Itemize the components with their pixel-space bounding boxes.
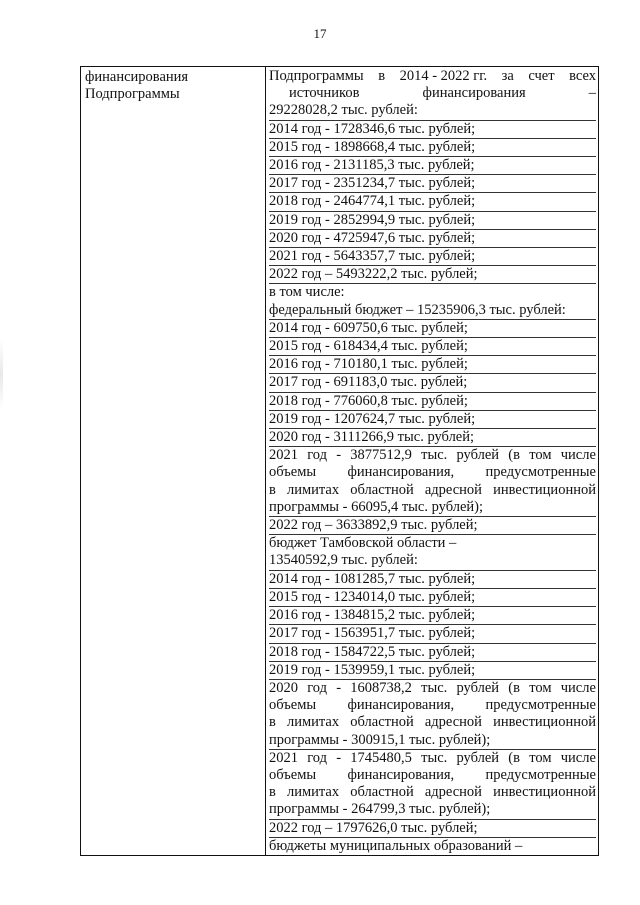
intro-line-2: источников финансирования – [289,85,596,102]
regional-year-line: 2019 год - 1539959,1 тыс. рублей; [269,661,596,679]
page-number: 17 [313,26,327,41]
federal-year-line: 2015 год - 618434,4 тыс. рублей; [269,337,596,355]
regional-2021-line-4: программы - 264799,3 тыс. рублей); [269,801,491,818]
federal-year-line: 2019 год - 1207624,7 тыс. рублей; [269,410,596,428]
total-year-line: 2017 год - 2351234,7 тыс. рублей; [269,174,596,192]
total-year-line: 2015 год - 1898668,4 тыс. рублей; [269,138,596,156]
regional-2020-line-1: 2020 год - 1608738,2 тыс. рублей (в том числе [269,679,596,696]
regional-2022-line: 2022 год – 1797626,0 тыс. рублей; [269,819,596,837]
regional-2021-line-2: объемы финансирования, предусмотренные [269,766,596,783]
federal-2021-line-3: в лимитах областной адресной инвестиционной [269,481,596,498]
federal-2021-line-2: объемы финансирования, предусмотренные [269,464,596,481]
total-year-line: 2018 год - 2464774,1 тыс. рублей; [269,192,596,210]
federal-year-line: 2016 год - 710180,1 тыс. рублей; [269,355,596,373]
regional-budget-total: 13540592,9 тыс. рублей: [269,552,418,569]
total-year-line: 2016 год - 2131185,3 тыс. рублей; [269,156,596,174]
federal-2021-line-1: 2021 год - 3877512,9 тыс. рублей (в том числе [269,447,596,464]
total-year-line: 2022 год – 5493222,2 тыс. рублей; [269,265,596,283]
federal-year-line: 2014 год - 609750,6 тыс. рублей; [269,319,596,337]
municipal-budget-title: бюджеты муниципальных образований – [269,837,596,855]
left-label-line-1: финансирования [85,69,189,85]
total-year-line: 2019 год - 2852994,9 тыс. рублей; [269,211,596,229]
regional-budget-title: бюджет Тамбовской области – [269,534,596,552]
intro-line-1: Подпрограммы в 2014 - 2022 гг. за счет всех [269,68,596,84]
right-cell [266,67,599,856]
regional-year-line: 2018 год - 1584722,5 тыс. рублей; [269,643,596,661]
total-amount: 29228028,2 тыс. рублей: [269,102,418,119]
federal-year-line: 2017 год - 691183,0 тыс. рублей; [269,373,596,391]
federal-2021-line-4: программы - 66095,4 тыс. рублей); [269,498,484,515]
federal-year-line: 2018 год - 776060,8 тыс. рублей; [269,392,596,410]
regional-year-line: 2014 год - 1081285,7 тыс. рублей; [269,570,596,588]
federal-2022-line: 2022 год – 3633892,9 тыс. рублей; [269,516,596,534]
total-year-line: 2021 год - 5643357,7 тыс. рублей; [269,247,596,265]
scan-edge-shadow [0,340,3,410]
regional-year-line: 2017 год - 1563951,7 тыс. рублей; [269,624,596,642]
regional-2020-line-2: объемы финансирования, предусмотренные [269,697,596,714]
federal-budget-title: федеральный бюджет – 15235906,3 тыс. рублей: [269,301,566,318]
regional-year-line: 2015 год - 1234014,0 тыс. рублей; [269,588,596,606]
regional-2021-line-3: в лимитах областной адресной инвестиционной [269,784,596,801]
financing-table [80,66,599,856]
federal-year-line: 2020 год - 3111266,9 тыс. рублей; [269,428,596,446]
total-year-line: 2014 год - 1728346,6 тыс. рублей; [269,120,596,138]
including-label: в том числе: [269,283,596,301]
left-label-line-2: Подпрограммы [85,86,180,103]
left-cell [81,67,266,856]
regional-year-line: 2016 год - 1384815,2 тыс. рублей; [269,606,596,624]
regional-2021-line-1: 2021 год - 1745480,5 тыс. рублей (в том числе [269,749,596,766]
regional-2020-line-4: программы - 300915,1 тыс. рублей); [269,731,491,748]
regional-2020-line-3: в лимитах областной адресной инвестиционной [269,714,596,731]
table-row [81,67,599,856]
total-year-line: 2020 год - 4725947,6 тыс. рублей; [269,229,596,247]
